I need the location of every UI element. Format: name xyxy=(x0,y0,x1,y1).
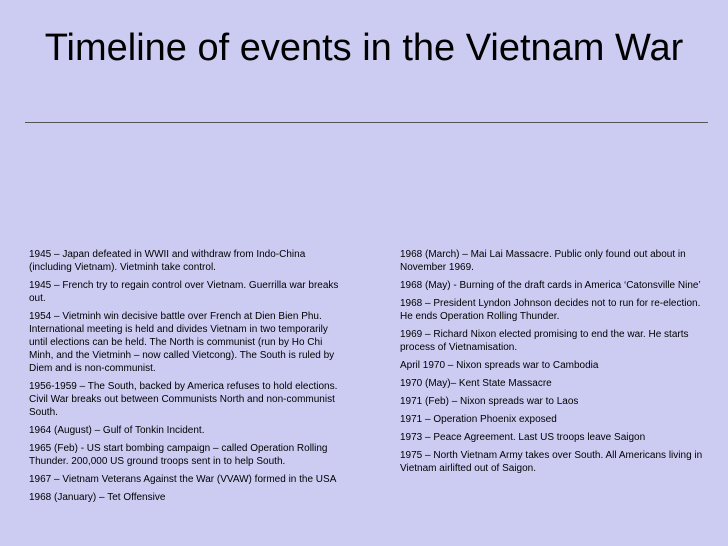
timeline-event: 1956-1959 – The South, backed by America refuses to hold elections. Civil War breaks out between Communists North and non-communist South. xyxy=(29,381,338,418)
timeline-event: 1968 (March) – Mai Lai Massacre. Public only found out about in November 1969. xyxy=(400,249,686,273)
timeline-event: 1964 (August) – Gulf of Tonkin Incident. xyxy=(29,425,205,436)
timeline-event: 1954 – Vietminh win decisive battle over French at Dien Bien Phu. International meeting is held and divides Vietnam in two temporarily until elections can be held. The North is communist (run by Ho Chi Minh, and the Vietminh – now called Vietcong). The South is ruled by Diem and is non-communist. xyxy=(29,311,335,374)
timeline-event: 1971 – Operation Phoenix exposed xyxy=(400,414,557,425)
timeline-column-left xyxy=(29,248,347,509)
timeline-event: 1965 (Feb) - US start bombing campaign – called Operation Rolling Thunder. 200,000 US ground troops sent in to help South. xyxy=(29,443,328,467)
timeline-event: April 1970 – Nixon spreads war to Cambodia xyxy=(400,360,599,371)
title-divider xyxy=(25,122,708,123)
timeline-event: 1945 – French try to regain control over Vietnam. Guerrilla war breaks out. xyxy=(29,280,339,304)
timeline-event: 1973 – Peace Agreement. Last US troops leave Saigon xyxy=(400,432,646,443)
timeline-event: 1971 (Feb) – Nixon spreads war to Laos xyxy=(400,396,579,407)
timeline-event: 1945 – Japan defeated in WWII and withdraw from Indo-China (including Vietnam). Vietminh take control. xyxy=(29,249,306,273)
timeline-event: 1975 – North Vietnam Army takes over South. All Americans living in Vietnam airlifted out of Saigon. xyxy=(400,450,703,474)
slide-title: Timeline of events in the Vietnam War xyxy=(44,27,684,69)
timeline-event: 1969 – Richard Nixon elected promising to end the war. He starts process of Vietnamisation. xyxy=(400,329,689,353)
timeline-event: 1970 (May)– Kent State Massacre xyxy=(400,378,552,389)
timeline-event: 1968 (May) - Burning of the draft cards in America ‘Catonsville Nine’ xyxy=(400,280,701,291)
timeline-event: 1968 – President Lyndon Johnson decides not to run for re-election. He ends Operation Rolling Thunder. xyxy=(400,298,701,322)
timeline-column-right xyxy=(400,248,712,480)
timeline-event: 1967 – Vietnam Veterans Against the War (VVAW) formed in the USA xyxy=(29,474,337,485)
timeline-event: 1968 (January) – Tet Offensive xyxy=(29,492,166,503)
